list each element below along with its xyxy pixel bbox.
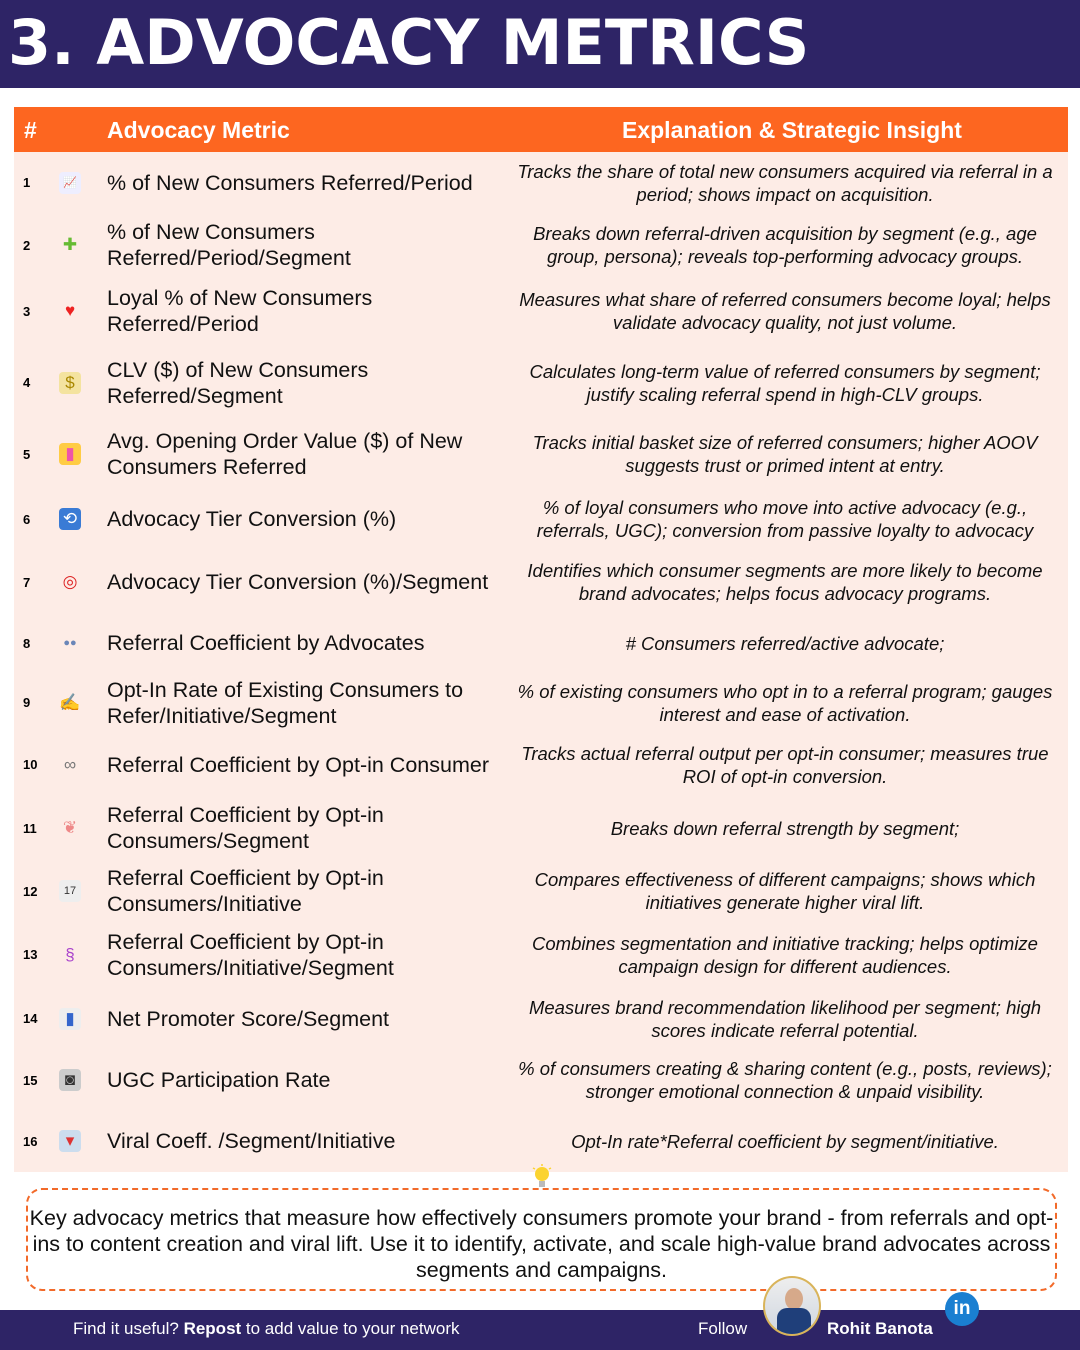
metric-explanation: Tracks initial basket size of referred consumers; higher AOOV suggests trust or primed intent at entry. [532,432,1038,476]
footer [0,1310,1080,1350]
metric-name: Referral Coefficient by Advocates [107,631,425,655]
cta-prefix: Find it useful? [73,1319,184,1338]
metric-name: % of New Consumers Referred/Period/Segment [107,220,351,270]
lightbulb-icon [530,1164,554,1190]
money-bag-icon: $ [59,372,81,394]
metric-name: Referral Coefficient by Opt-in Consumers/Initiative [107,866,384,916]
table-row [14,488,1068,550]
footer-cta [73,1319,459,1339]
people-icon: ●● [63,637,77,649]
header-num: # [24,117,37,143]
link-icon: ∞ [63,754,77,774]
linkedin-icon[interactable]: in [945,1292,979,1326]
metric-explanation: Breaks down referral-driven acquisition by segment (e.g., age group, persona); reveals top-performing advocacy groups. [533,223,1037,267]
metric-name: Referral Coefficient by Opt-in Consumers/Segment [107,803,384,853]
bar-chart-icon: ▮ [59,1008,81,1030]
metric-name: Referral Coefficient by Opt-in Consumers/Initiative/Segment [107,929,394,980]
row-number: 3 [23,303,31,319]
header-metric: Advocacy Metric [107,117,290,143]
metric-explanation: % of consumers creating & sharing content (e.g., posts, reviews); stronger emotional connection & unpaid visibility. [518,1058,1052,1102]
cta-suffix: to add value to your network [241,1319,460,1338]
table-body [14,152,1068,1172]
metric-explanation: Tracks actual referral output per opt-in consumer; measures true ROI of opt-in conversion. [521,742,1049,787]
row-number: 2 [23,237,31,253]
chart-increasing-icon: 📈 [59,172,81,194]
row-number: 7 [23,574,31,590]
target-icon: ◎ [62,572,78,591]
metric-explanation: % of existing consumers who opt in to a referral program; gauges interest and ease of activation. [517,680,1053,725]
table-row [14,860,1068,922]
row-number: 9 [23,695,31,710]
metric-name: Referral Coefficient by Opt-in Consumer [107,752,489,777]
metric-name: Viral Coeff. /Segment/Initiative [107,1129,396,1153]
metric-explanation: Measures what share of referred consumers become loyal; helps validate advocacy quality, not just volume. [519,289,1051,333]
metric-name: UGC Participation Rate [107,1068,331,1092]
metric-name: % of New Consumers Referred/Period [107,170,473,195]
row-number: 16 [23,1133,38,1149]
table-row [14,420,1068,488]
row-number: 4 [23,375,31,390]
table-row [14,152,1068,213]
table-row [14,345,1068,420]
row-number: 15 [23,1072,38,1088]
metric-explanation: Calculates long-term value of referred consumers by segment; justify scaling referral spend in high-CLV groups. [529,360,1041,405]
metric-name: Net Promoter Score/Segment [107,1006,390,1031]
table-row [14,1110,1068,1172]
shopping-bags-icon: ▮ [59,443,81,465]
metric-explanation: Combines segmentation and initiative tracking; helps optimize campaign design for different audiences. [532,932,1038,977]
row-number: 10 [23,757,38,772]
table-row [14,796,1068,860]
camera-icon: ◙ [59,1069,81,1091]
page-title: 3. ADVOCACY METRICS [8,6,810,79]
brain-icon: ❦ [62,818,78,837]
writing-hand-icon: ✍ [59,692,81,712]
metric-name: Avg. Opening Order Value ($) of New Consumers Referred [107,429,463,479]
table-row [14,277,1068,345]
calendar-icon: 17 [59,880,81,902]
table-row [14,922,1068,987]
row-number: 8 [23,635,31,651]
heart-icon: ♥ [64,301,76,320]
metric-explanation: Breaks down referral strength by segment; [610,817,960,839]
puzzle-piece-icon: ✚ [62,235,78,254]
row-number: 11 [23,820,37,836]
row-number: 13 [23,947,38,962]
metric-name: Opt-In Rate of Existing Consumers to Refer/Initiative/Segment [107,677,464,728]
row-number: 1 [23,175,31,190]
dna-icon: § [65,944,75,964]
row-number: 5 [23,446,31,462]
row-number: 14 [23,1011,38,1026]
metric-explanation: Measures brand recommendation likelihood per segment; high scores indicate referral potential. [528,996,1042,1041]
metric-name: Advocacy Tier Conversion (%) [107,507,397,531]
table-row [14,987,1068,1050]
table-row [14,550,1068,614]
row-number: 12 [23,883,38,899]
metric-name: Loyal % of New Consumers Referred/Period [107,286,373,336]
table-header [14,107,1068,152]
repost-link[interactable]: Repost [183,1319,242,1338]
metric-name: Advocacy Tier Conversion (%)/Segment [107,570,489,594]
metric-explanation: Tracks the share of total new consumers acquired via referral in a period; shows impact on acquisition. [517,160,1053,205]
metric-explanation: Identifies which consumer segments are more likely to become brand advocates; helps focus advocacy programs. [527,560,1043,604]
metric-explanation: % of loyal consumers who move into active advocacy (e.g., referrals, UGC); conversion from passive loyalty to advocacy [536,497,1034,541]
follow-label: Follow [698,1319,748,1338]
table-row [14,733,1068,796]
metric-explanation: # Consumers referred/active advocate; [625,632,945,654]
row-number: 6 [23,511,31,527]
avatar[interactable] [763,1276,821,1336]
metric-explanation: Compares effectiveness of different campaigns; shows which initiatives generate higher viral lift. [534,869,1036,913]
table-row [14,672,1068,733]
table-row [14,614,1068,672]
inbox-tray-icon: ▾ [59,1130,81,1152]
table-row [14,213,1068,277]
table-row [14,1050,1068,1110]
author-name[interactable]: Rohit Banota [827,1319,933,1338]
header-explanation: Explanation & Strategic Insight [622,117,962,143]
repeat-arrows-icon: ⟲ [59,508,81,530]
metrics-table [14,107,1068,1172]
metric-name: CLV ($) of New Consumers Referred/Segment [107,357,369,408]
metric-explanation: Opt-In rate*Referral coefficient by segment/initiative. [571,1130,999,1152]
summary-note: Key advocacy metrics that measure how effectively consumers promote your brand - from referrals and opt-ins to content creation and viral lift. Use it to identify, activate, and scale high-value brand advocates across segments and campaigns. [26,1188,1057,1291]
title-banner [0,0,1080,88]
